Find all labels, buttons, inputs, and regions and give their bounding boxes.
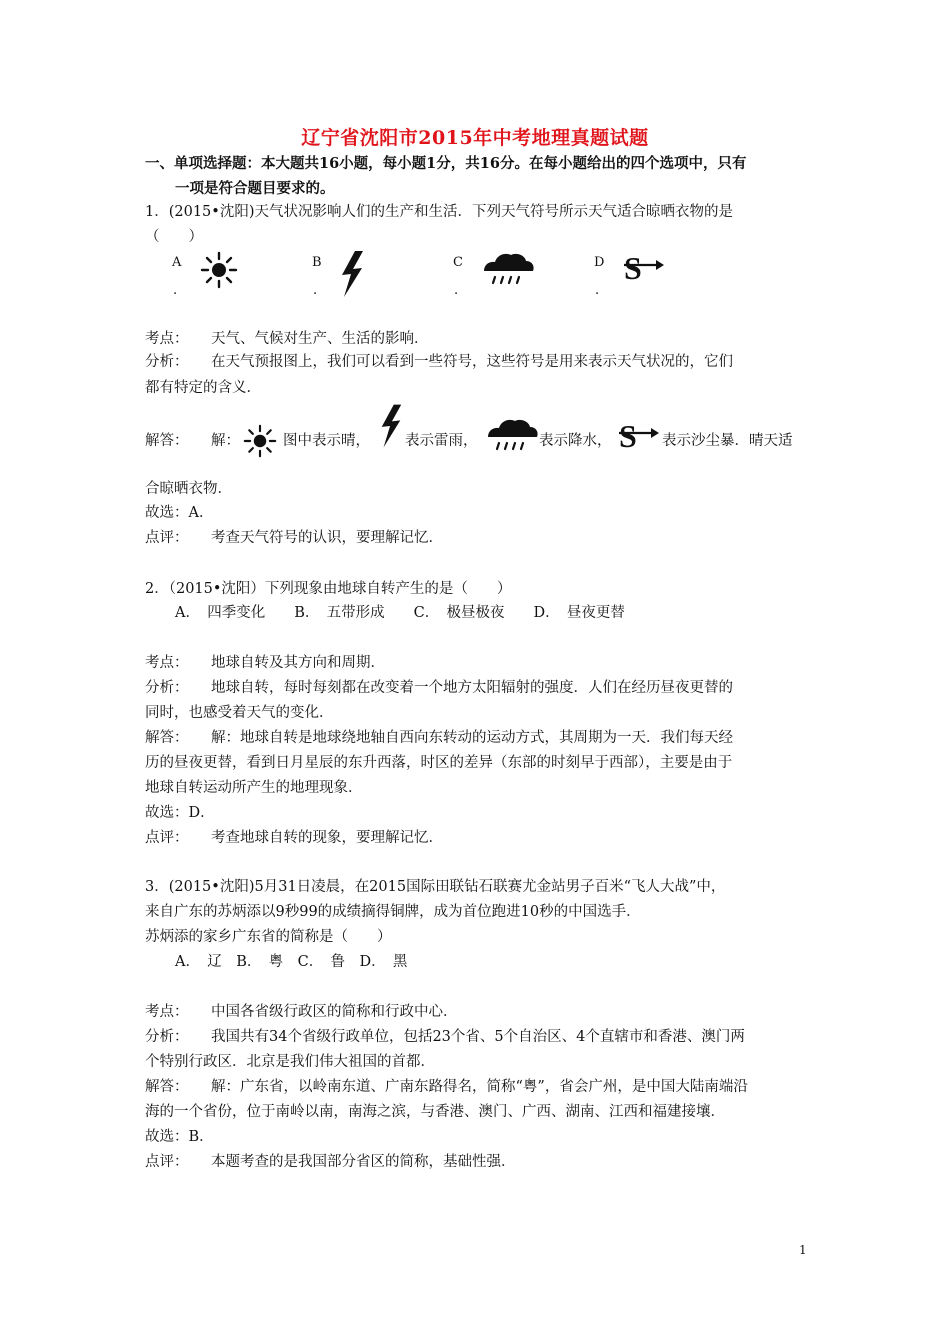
q2-stem: 2．（2015•沈阳）下列现象由地球自转产生的是（ ） [145,581,512,597]
q1-stem-line1: 1．(2015•沈阳)天气状况影响人们的生产和生活．下列天气符号所示天气适合晾晒衣物的是 [145,204,733,220]
q2-answer-line3: 地球自转运动所产生的地理现象． [145,780,363,796]
q1-answer [145,430,240,452]
q1-answer-text4: 表示沙尘暴．晴天适 [662,433,793,449]
q1-analysis [145,350,807,375]
page-title: 辽宁省沈阳市2015年中考地理真题试题 [301,127,649,149]
rain-cloud-icon [484,416,540,456]
section-heading-line2: 一项是符合题目要求的。 [175,180,335,197]
q3-analysis-label: 分析： [145,1029,189,1045]
q3-stem-line2: 来自广东的苏炳添以9秒99的成绩摘得铜牌，成为首位跑进10秒的中国选手． [145,904,641,920]
q3-options: A． 辽 B． 粤 C． 鲁 D． 黑 [175,954,408,970]
q3-point [145,1001,458,1023]
q3-answer [145,1076,748,1098]
q1-option-c-dot: . [454,283,459,298]
q1-comment-text: 考查天气符号的认识，要理解记忆． [211,530,443,546]
q1-option-b-letter: B [312,255,322,270]
q2-choice-value: D． [188,805,215,821]
q2-analysis-text1: 地球自转，每时每刻都在改变着一个地方太阳辐射的强度．人们在经历昼夜更替的 [211,680,733,696]
sun-icon [198,251,240,289]
q1-point [145,328,429,350]
q1-answer-prefix: 解： [211,433,240,449]
q2-point-label: 考点： [145,655,189,671]
q1-option-b-dot: . [313,283,318,298]
q2-options: A． 四季变化 B． 五带形成 C． 极昼极夜 D． 昼夜更替 [175,605,625,621]
q1-option-d-letter: D [594,255,605,270]
q3-answer-text1: 解：广东省，以岭南东道、广南东路得名，简称“粤”，省会广州，是中国大陆南端沿 [211,1079,748,1095]
sun-icon [240,424,280,458]
q1-point-label: 考点： [145,331,189,347]
sandstorm-icon [622,250,666,284]
q1-option-d-dot: . [595,283,600,298]
q1-analysis-label: 分析： [145,354,189,370]
q1-answer-text1: 图中表示晴， [283,433,370,449]
q1-choice-value: A． [188,505,214,521]
q2-answer-line2: 历的昼夜更替，看到日月星辰的东升西落，时区的差异（东部的时刻早于西部），主要是由于 [145,755,733,771]
q3-analysis [145,1026,745,1048]
q2-answer [145,727,733,749]
q2-comment-text: 考查地球自转的现象，要理解记忆． [211,830,443,846]
q3-answer-label: 解答： [145,1079,189,1095]
q3-point-text: 中国各省级行政区的简称和行政中心． [211,1004,458,1020]
q3-choice [145,1126,214,1148]
q3-stem-line1: 3．(2015•沈阳)5月31日凌晨，在2015国际田联钻石联赛尤金站男子百米“飞人大战”中， [145,879,726,895]
q1-option-c-letter: C [453,255,463,270]
sandstorm-icon [617,418,661,452]
q2-analysis-label: 分析： [145,680,189,696]
q1-comment-label: 点评： [145,530,189,546]
lightning-icon [338,250,366,298]
q2-comment-label: 点评： [145,830,189,846]
page-number: 1 [799,1243,807,1257]
q3-comment [145,1151,516,1173]
q1-comment [145,527,443,549]
q3-choice-label: 故选： [145,1129,189,1145]
q3-comment-text: 本题考查的是我国部分省区的简称，基础性强． [211,1154,516,1170]
q2-choice-label: 故选： [145,805,189,821]
q2-analysis-line2: 同时，也感受着天气的变化． [145,705,334,721]
q2-comment [145,827,443,849]
q3-comment-label: 点评： [145,1154,189,1170]
q2-point-text: 地球自转及其方向和周期． [211,655,385,671]
q3-point-label: 考点： [145,1004,189,1020]
q1-answer-text3: 表示降水， [539,433,612,449]
q2-answer-text1: 解：地球自转是地球绕地轴自西向东转动的运动方式，其周期为一天．我们每天经 [211,730,733,746]
q3-analysis-line2: 个特别行政区．北京是我们伟大祖国的首都． [145,1054,435,1070]
q1-stem-line2: （ ） [145,229,203,245]
q3-answer-line2: 海的一个省份，位于南岭以南，南海之滨，与香港、澳门、广西、湖南、江西和福建接壤． [145,1104,725,1120]
q1-answer-label: 解答： [145,433,189,449]
q1-analysis-text1: 在天气预报图上，我们可以看到一些符号，这些符号是用来表示天气状况的，它们 [211,354,733,370]
q3-choice-value: B． [188,1129,214,1145]
q1-option-a-letter: A [172,255,182,270]
q2-point [145,652,385,674]
q1-point-text: 天气、气候对生产、生活的影响． [211,331,429,347]
q1-answer-text2: 表示雷雨， [405,433,478,449]
section-heading-line1: 一、单项选择题：本大题共16小题，每小题1分，共16分。在每小题给出的四个选项中，只有 [145,155,747,172]
lightning-icon [378,403,404,449]
q2-analysis [145,677,733,699]
svg-text:S: S [624,250,642,284]
q2-answer-label: 解答： [145,730,189,746]
q1-choice-label: 故选： [145,505,189,521]
q3-stem-line3: 苏炳添的家乡广东省的简称是（ ） [145,929,392,945]
q1-analysis-line2: 都有特定的含义． [145,380,261,396]
q1-choice [145,502,213,524]
q2-choice [145,802,215,824]
q1-option-a-dot: . [173,283,178,298]
svg-text:S: S [619,418,637,452]
q3-analysis-text1: 我国共有34个省级行政单位，包括23个省、5个自治区、4个直辖市和香港、澳门两 [211,1029,745,1045]
rain-cloud-icon [480,250,536,290]
q1-answer-line2: 合晾晒衣物． [145,481,232,497]
